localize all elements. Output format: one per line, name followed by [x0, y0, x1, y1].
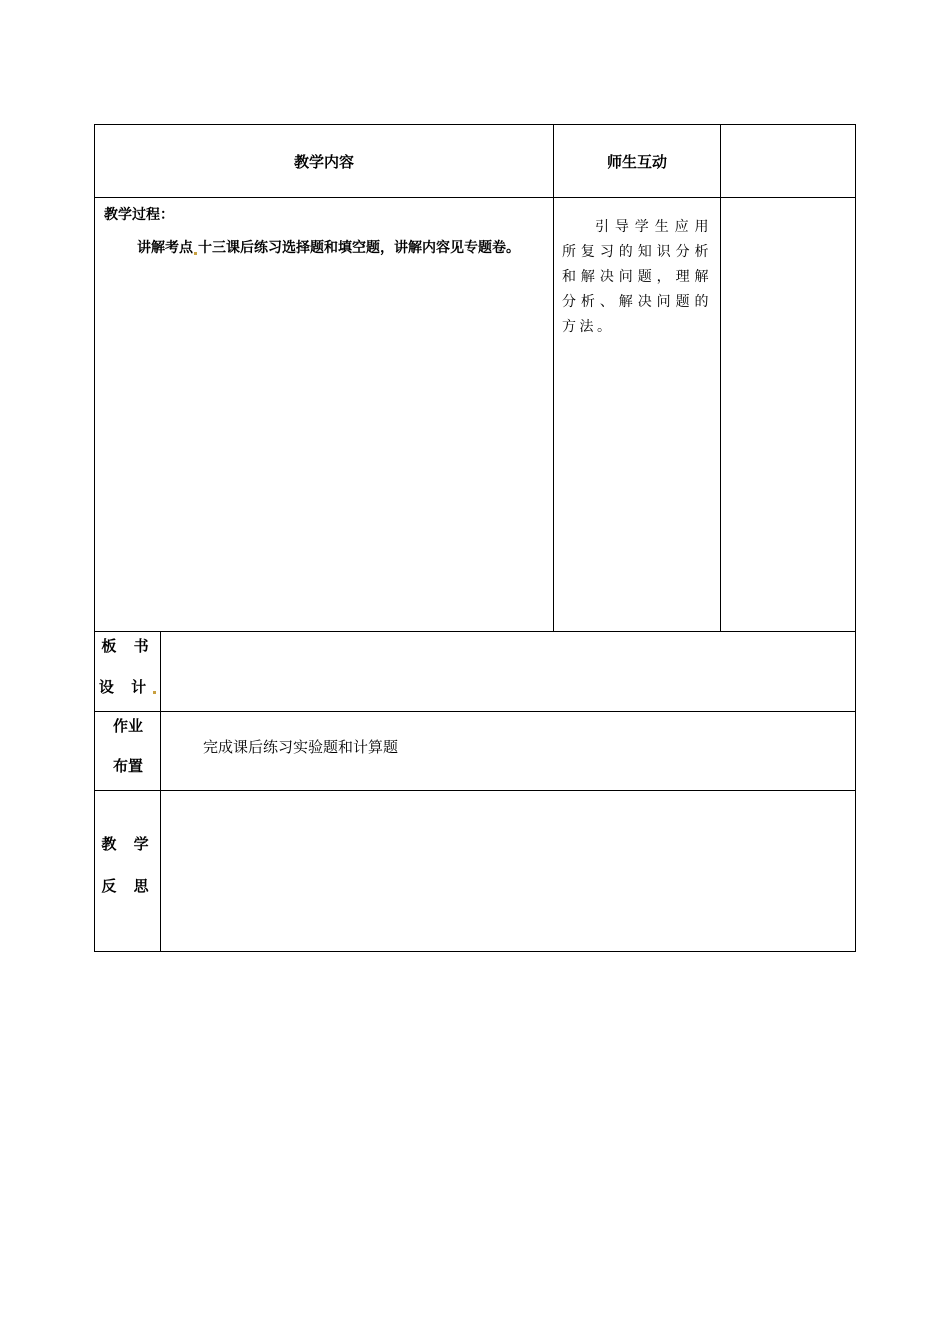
header-extra-cell [720, 124, 856, 198]
board-label-cell [94, 631, 161, 712]
homework-content: 完成课后练习实验题和计算题 [203, 738, 399, 756]
reflection-label-line2: 反 思 [101, 877, 155, 895]
marker-dot [194, 252, 197, 255]
header-content-cell [94, 124, 554, 198]
process-cell [94, 197, 554, 632]
homework-label-line1: 作业 [112, 717, 143, 735]
interaction-body: 引导学生应用所复习的知识分析和解决问题，理解分析、解决问题的方法。 [562, 219, 712, 335]
interaction-cell [553, 197, 721, 632]
process-body-part2: 十三课后练习选择题和填空题，讲解内容见专题卷。 [198, 240, 520, 256]
process-body [104, 236, 546, 260]
lesson-plan-table [95, 125, 856, 953]
header-interaction-label: 师生互动 [606, 152, 667, 171]
homework-label-line2: 布置 [112, 757, 143, 775]
board-label-line2-text: 设 计 [98, 678, 153, 696]
reflection-content-cell [160, 790, 856, 952]
board-label-line2 [95, 677, 161, 697]
reflection-label-line1: 教 学 [101, 835, 155, 853]
board-label-line1: 板 书 [101, 637, 155, 655]
extra-cell [720, 197, 856, 632]
marker-dot [153, 691, 156, 694]
header-interaction-cell [553, 124, 721, 198]
process-body-part1: 讲解考点 [137, 240, 193, 256]
process-title: 教学过程： [104, 207, 174, 223]
homework-content-cell [160, 711, 856, 791]
header-content-label: 教学内容 [293, 152, 354, 171]
board-content-cell [160, 631, 856, 712]
reflection-label-cell [94, 790, 161, 952]
homework-label-cell [94, 711, 161, 791]
